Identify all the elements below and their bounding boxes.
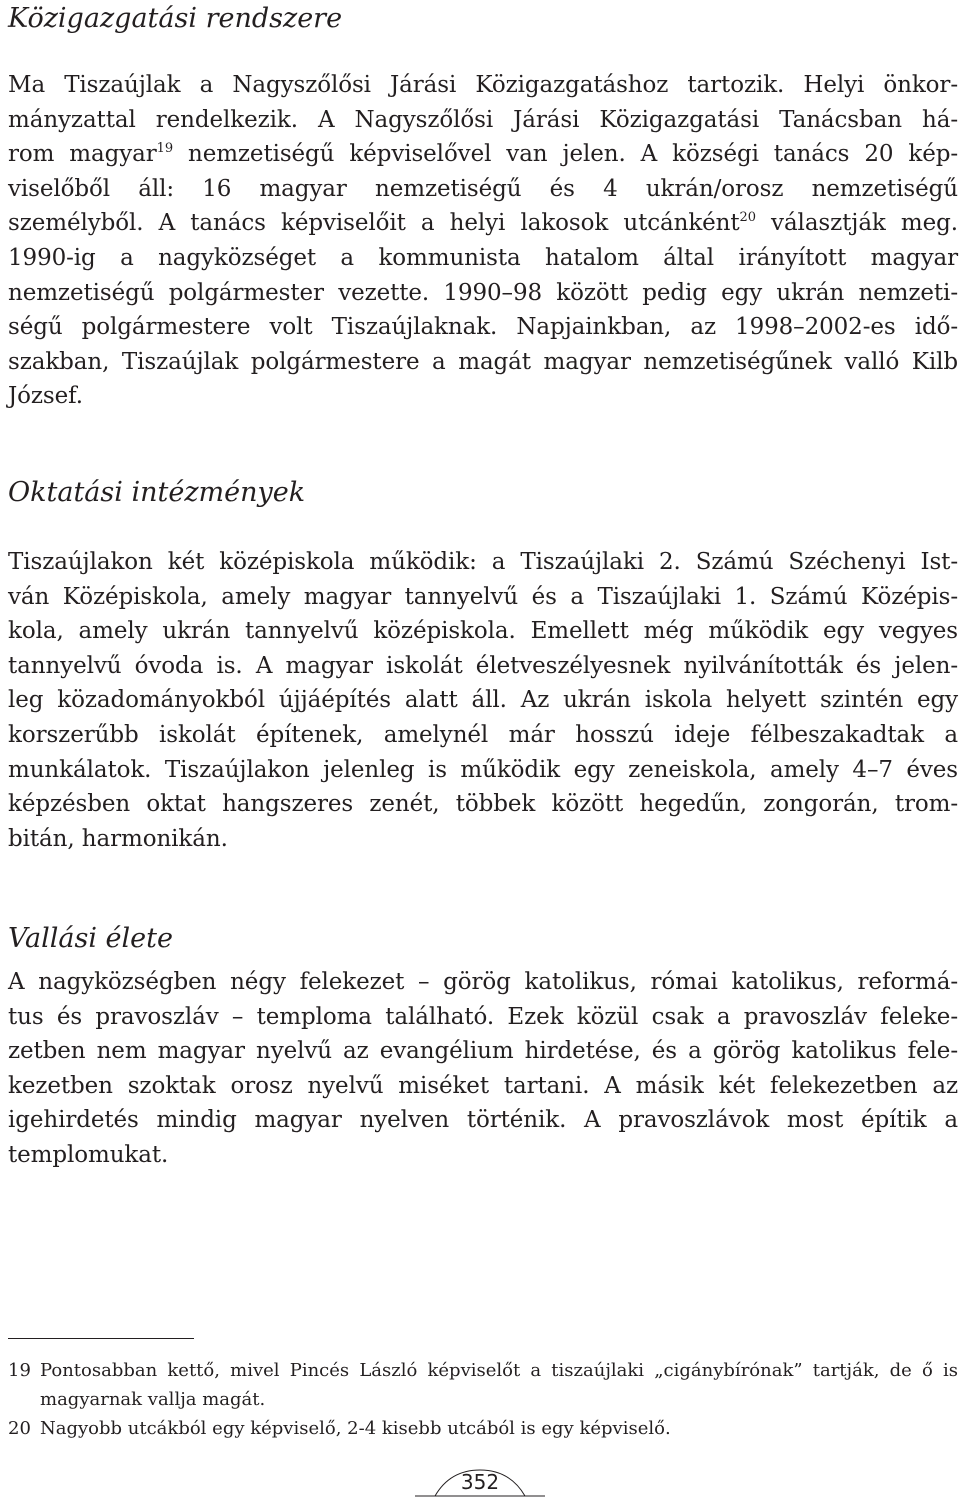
page-number: 352 — [460, 1470, 500, 1494]
paragraph-education — [8, 545, 958, 856]
section-heading-religion: Vallási élete — [8, 923, 173, 954]
footnote-text — [40, 1356, 958, 1414]
text-line: munkálatok. Tiszaújlakon jelenleg is működik egy zeneiskola, amely 4–7 éves — [8, 756, 958, 783]
text-fragment: választják meg. — [755, 210, 958, 237]
footnote-19 — [8, 1356, 958, 1414]
page-number-ornament — [405, 1458, 555, 1498]
text-line: nemzetiségű polgármester vezette. 1990–98 között pedig egy ukrán nemzeti- — [8, 279, 958, 306]
footnote-separator — [8, 1338, 194, 1339]
text-line: tus és pravoszláv – temploma található. Ezek közül csak a pravoszláv feleke- — [8, 1003, 958, 1030]
text-line: viselőből áll: 16 magyar nemzetiségű és 4 ukrán/orosz nemzetiségű — [8, 175, 958, 202]
text-line: ségű polgármestere volt Tiszaújlaknak. Napjainkban, az 1998–2002-es idő- — [8, 314, 958, 341]
paragraph-administration — [8, 68, 958, 414]
section-heading-education: Oktatási intézmények — [8, 477, 306, 508]
text-line: kezetben szoktak orosz nyelvű miséket tartani. A másik két felekezetben az — [8, 1072, 958, 1099]
text-line: Tiszaújlakon két középiskola működik: a Tiszaújlaki 2. Számú Széchenyi Ist- — [8, 549, 958, 575]
text-line: képzésben oktat hangszeres zenét, többek között hegedűn, zongorán, trom- — [8, 791, 958, 818]
text-line: szakban, Tiszaújlak polgármestere a magát magyar nemzetiségűnek valló Kilb — [8, 348, 958, 375]
footnote-line: magyarnak vallja magát. — [40, 1389, 266, 1410]
text-line: tannyelvű óvoda is. A magyar iskolát életveszélyesnek nyilvánították és jelen- — [8, 652, 958, 679]
footnote-line: Pontosabban kettő, mivel Pincés László képviselőt a tiszaújlaki „cigánybírónak” tartják, de ő is — [40, 1360, 958, 1381]
text-fragment: rom magyar — [8, 141, 157, 168]
footnotes — [8, 1356, 958, 1443]
footnote-line: Nagyobb utcákból egy képviselő, 2-4 kisebb utcából is egy képviselő. — [40, 1418, 671, 1439]
text-line: A nagyközségben négy felekezet – görög katolikus, római katolikus, reformá- — [8, 969, 958, 995]
section-heading-administration: Közigazgatási rendszere — [8, 3, 343, 34]
text-line: korszerűbb iskolát építenek, amelynél már hosszú ideje félbeszakadtak a — [8, 721, 958, 748]
text-line: József. — [8, 383, 83, 410]
text-line: mányzattal rendelkezik. A Nagyszőlősi Járási Közigazgatási Tanácsban há- — [8, 106, 958, 133]
text-line: bitán, harmonikán. — [8, 825, 228, 852]
text-line — [8, 137, 958, 172]
text-line: kola, amely ukrán tannyelvű középiskola. Emellett még működik egy vegyes — [8, 618, 958, 645]
footnote-text — [40, 1414, 958, 1443]
text-fragment: személyből. A tanács képviselőit a helyi lakosok utcánként — [8, 210, 740, 237]
footnote-ref-19[interactable]: 19 — [156, 141, 174, 157]
footnote-number: 19 — [8, 1360, 31, 1381]
text-line: ván Középiskola, amely magyar tannyelvű és a Tiszaújlaki 1. Számú Középis- — [8, 583, 958, 610]
text-line: 1990-ig a nagyközséget a kommunista hatalom által irányított magyar — [8, 244, 958, 271]
text-fragment: nemzetiségű képviselővel van jelen. A községi tanács 20 kép- — [173, 141, 958, 168]
text-line: templomukat. — [8, 1141, 169, 1168]
text-line: Ma Tiszaújlak a Nagyszőlősi Járási Közigazgatáshoz tartozik. Helyi önkor- — [8, 72, 958, 98]
text-line: igehirdetés mindig magyar nyelven történik. A pravoszlávok most építik a — [8, 1107, 958, 1134]
footnote-ref-20[interactable]: 20 — [739, 210, 756, 226]
footnote-20 — [8, 1414, 958, 1443]
text-line — [8, 206, 958, 241]
footnote-number: 20 — [8, 1418, 31, 1439]
text-line: leg közadományokból újjáépítés alatt áll. Az ukrán iskola helyett szintén egy — [8, 687, 958, 714]
paragraph-religion — [8, 965, 958, 1173]
text-line: zetben nem magyar nyelvű az evangélium hirdetése, és a görög katolikus fele- — [8, 1038, 958, 1065]
